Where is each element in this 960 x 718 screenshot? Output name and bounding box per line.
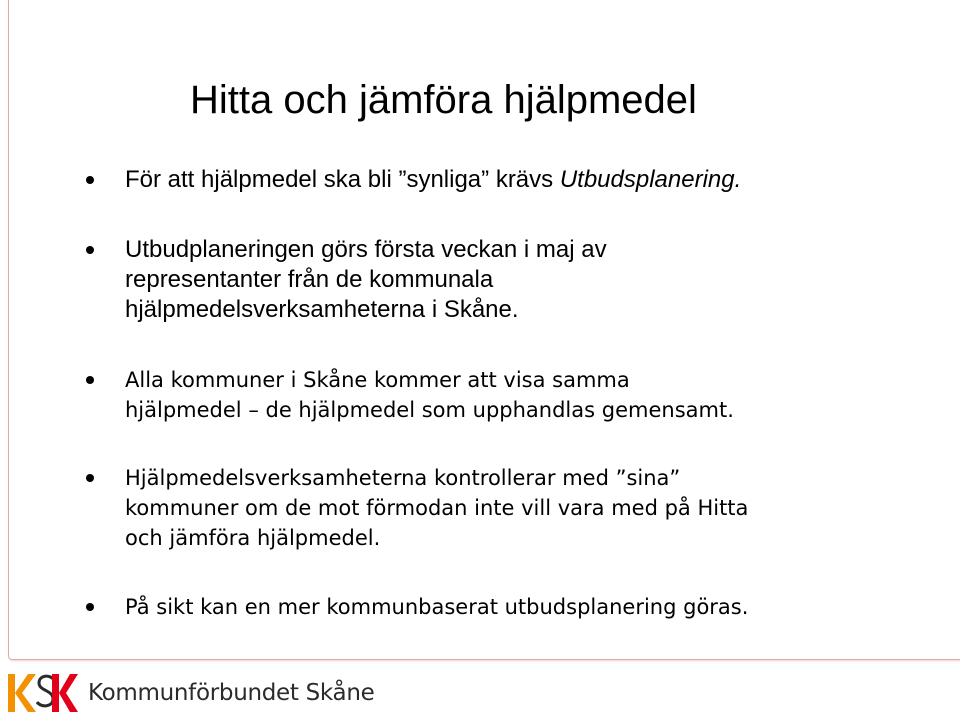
bullet-text (125, 235, 866, 325)
bullet-text (125, 365, 866, 425)
bullet-text-line: representanter från de kommunala (125, 266, 494, 293)
bullet-item (86, 165, 866, 195)
bullet-text-line: och jämföra hjälpmedel. (125, 526, 381, 550)
bullet-text-line: hjälpmedel – de hjälpmedel som upphandlas gemensamt. (125, 398, 734, 422)
bullet-text-line: kommuner om de mot förmodan inte vill vara med på Hitta (125, 496, 749, 520)
bullet-text-line: Alla kommuner i Skåne kommer att visa samma (125, 368, 630, 392)
bullet-item (86, 235, 866, 325)
bullet-text-line: Hjälpmedelsverksamheterna kontrollerar med ”sina” (125, 466, 681, 490)
bullet-text-line: Utbudplaneringen görs första veckan i maj av (125, 236, 607, 263)
bullet-text (125, 592, 866, 622)
bullet-dot-icon (86, 603, 94, 611)
bullet-text-line: För att hjälpmedel ska bli ”synliga” krävs (125, 166, 560, 193)
bullet-dot-icon (86, 246, 94, 254)
bullet-text-line: På sikt kan en mer kommunbaserat utbudsplanering göras. (125, 595, 749, 619)
bullet-text (125, 463, 866, 553)
logo-text: Kommunförbundet Skåne (88, 680, 375, 706)
bullet-item (86, 592, 866, 622)
slide-title: Hitta och jämföra hjälpmedel (190, 78, 697, 122)
bullet-item (86, 365, 866, 425)
organization-logo (8, 672, 374, 714)
bullet-emphasis: Utbudsplanering. (559, 166, 742, 193)
ksk-logo-icon (8, 672, 78, 714)
bullet-dot-icon (86, 176, 94, 184)
bullet-dot-icon (86, 474, 94, 482)
bullet-text-line: hjälpmedelsverksamheterna i Skåne. (125, 296, 519, 323)
bullet-item (86, 463, 866, 553)
bullet-text (125, 165, 866, 195)
bullet-dot-icon (86, 376, 94, 384)
